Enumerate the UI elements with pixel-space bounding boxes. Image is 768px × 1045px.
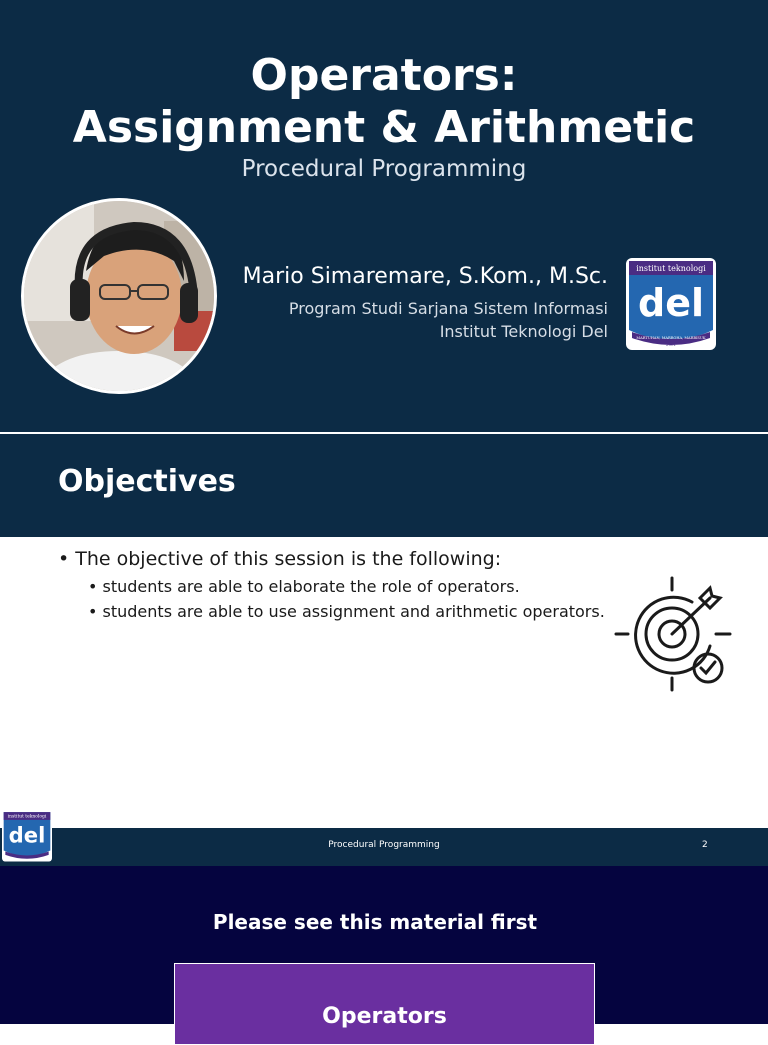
slide-title [0,50,768,154]
affiliation-program: Program Studi Sarjana Sistem Informasi [288,299,608,318]
objective-item: • students are able to elaborate the role of operators. [88,577,520,596]
operators-card-label: Operators [322,1004,447,1029]
material-slide-title: Please see this material first [212,910,538,934]
author-affiliation [289,297,608,343]
objectives-title: Objectives [58,464,236,499]
title-line-2: Assignment & Arithmetic [72,102,696,153]
affiliation-institute: Institut Teknologi Del [439,322,608,341]
logo-year: 2001 [665,342,677,347]
footer-del-logo [2,809,52,863]
logo-motto: MARTUHAN, MARROHA, MARBISUK [636,336,706,340]
page-number: 2 [702,840,708,850]
del-logo [626,258,716,350]
logo-word: del [638,281,704,325]
operators-card[interactable] [174,963,595,1045]
author-name: Mario Simaremare, S.Kom., M.Sc. [242,264,608,289]
logo-top-text: institut teknologi [636,264,706,273]
title-line-1: Operators: [250,50,518,101]
author-photo [21,198,217,394]
objective-intro: • The objective of this session is the following: [58,548,502,570]
target-checkmark-icon [614,576,734,694]
footer-logo-top-text: institut teknologi [7,814,47,820]
footer-course-name: Procedural Programming [328,840,440,850]
slide-subtitle: Procedural Programming [241,156,527,182]
footer-logo-word: del [8,822,46,848]
objective-item: • students are able to use assignment and arithmetic operators. [88,602,605,621]
author-portrait-illustration [24,201,214,391]
